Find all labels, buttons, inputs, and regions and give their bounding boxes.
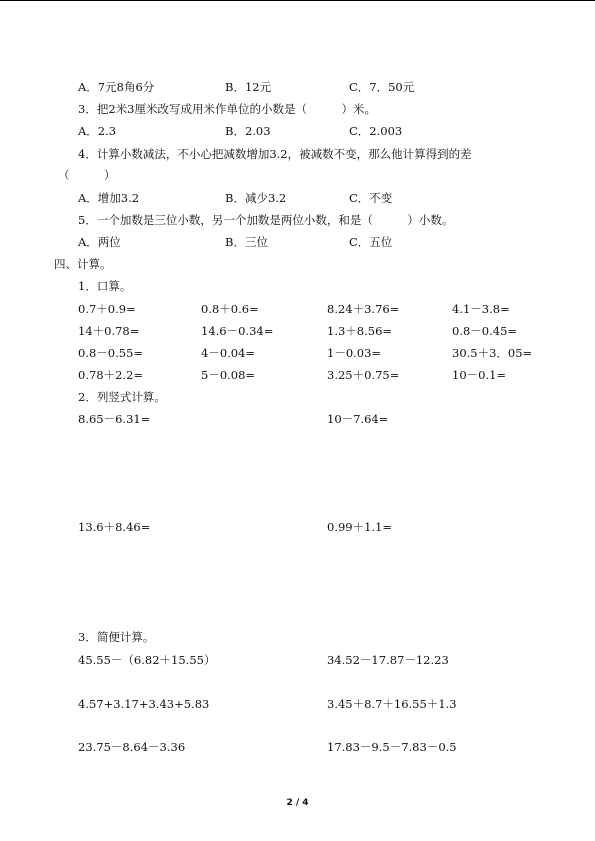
q3-stem: 3．把2米3厘米改写成用米作单位的小数是（ ）米。 [78, 102, 376, 116]
oral-problem: 8.24＋3.76= [327, 302, 400, 316]
simple-calc-title: 3．简便计算。 [78, 630, 155, 644]
vertical-calc-title: 2．列竖式计算。 [78, 390, 166, 404]
oral-problem: 4.1－3.8= [452, 302, 510, 316]
oral-problem: 14＋0.78= [78, 324, 140, 338]
simple-problem: 17.83－9.5－7.83－0.5 [327, 740, 457, 754]
q3-option-b: B．2.03 [225, 124, 271, 138]
oral-calc-title: 1．口算。 [78, 279, 132, 293]
oral-problem: 1－0.03= [327, 346, 382, 360]
oral-problem: 5－0.08= [201, 368, 256, 382]
oral-problem: 0.78＋2.2= [78, 368, 144, 382]
vertical-problem: 8.65－6.31= [78, 412, 151, 426]
q4-option-a: A．增加3.2 [78, 191, 140, 205]
vertical-problem: 10－7.64= [327, 412, 389, 426]
simple-problem: 45.55－（6.82＋15.55） [78, 653, 216, 667]
oral-problem: 0.8－0.45= [452, 324, 518, 338]
vertical-problem: 13.6＋8.46= [78, 520, 151, 534]
simple-problem: 4.57+3.17+3.43+5.83 [78, 697, 210, 711]
oral-problem: 0.7＋0.9= [78, 302, 136, 316]
oral-problem: 0.8－0.55= [78, 346, 144, 360]
simple-problem: 23.75－8.64－3.36 [78, 740, 186, 754]
oral-problem: 0.8＋0.6= [201, 302, 259, 316]
q5-option-a: A．两位 [78, 235, 121, 249]
oral-problem: 4－0.04= [201, 346, 256, 360]
q4-option-b: B．减少3.2 [225, 191, 287, 205]
q5-option-b: B．三位 [225, 235, 268, 249]
q2-option-b: B．12元 [225, 80, 272, 94]
q5-option-c: C．五位 [349, 235, 393, 249]
top-border-line [0, 0, 595, 1]
oral-problem: 30.5＋3．05= [452, 346, 533, 360]
simple-problem: 34.52－17.87－12.23 [327, 653, 449, 667]
q3-option-c: C．2.003 [349, 124, 403, 138]
oral-problem: 3.25＋0.75= [327, 368, 400, 382]
q3-option-a: A．2.3 [78, 124, 117, 138]
q4-stem: 4．计算小数减法，不小心把减数增加3.2，被减数不变，那么他计算得到的差 [78, 147, 472, 161]
oral-problem: 10－0.1= [452, 368, 507, 382]
q4-option-c: C．不变 [349, 191, 393, 205]
q2-option-a: A．7元8角6分 [78, 80, 155, 94]
simple-problem: 3.45＋8.7＋16.55＋1.3 [327, 697, 457, 711]
q5-stem: 5．一个加数是三位小数，另一个加数是两位小数，和是（ ）小数。 [78, 213, 454, 227]
oral-problem: 1.3＋8.56= [327, 324, 393, 338]
q2-option-c: C．7．50元 [349, 80, 415, 94]
page-number: 2 / 4 [286, 798, 309, 808]
q4-answer-blank: （ ） [58, 168, 116, 182]
vertical-problem: 0.99＋1.1= [327, 520, 393, 534]
section-title: 四、计算。 [54, 257, 112, 271]
oral-problem: 14.6－0.34= [201, 324, 274, 338]
